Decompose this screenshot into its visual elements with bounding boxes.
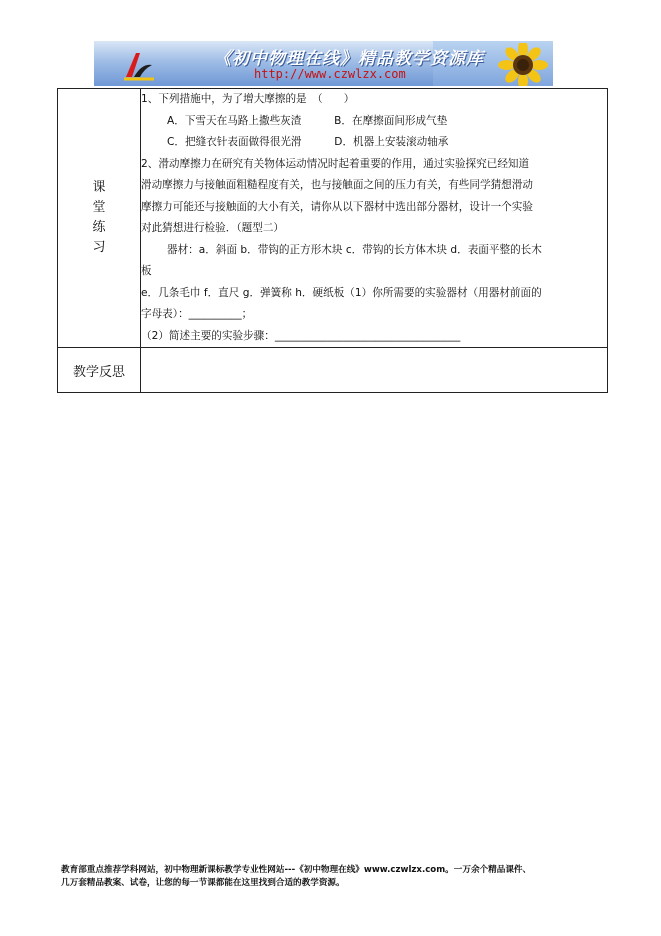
option-d: D．机器上安装滚动轴承	[334, 136, 449, 148]
option-c: C．把缝衣针表面做得很光滑	[167, 136, 302, 148]
reflection-row	[58, 348, 608, 393]
reflection-content[interactable]	[141, 348, 608, 393]
site-logo-icon	[122, 49, 156, 81]
label-char: 练	[92, 220, 106, 235]
practice-content	[141, 89, 608, 348]
sunflower-icon	[489, 43, 553, 86]
question-2-answer-blank[interactable]: 字母表）：__________；	[141, 308, 253, 320]
question-2-line: 2、滑动摩擦力在研究有关物体运动情况时起着重要的作用，通过实验探究已经知道	[141, 157, 530, 170]
option-a: A．下雪天在马路上撒些灰渣	[167, 114, 302, 127]
option-b: B．在摩擦面间形成气垫	[334, 114, 448, 127]
practice-label-cell	[58, 89, 141, 348]
question-2-line: 摩擦力可能还与接触面的大小有关，请你从以下器材中选出部分器材，设计一个实验	[141, 200, 533, 213]
question-1-options-ab	[141, 111, 607, 133]
header-banner	[94, 41, 553, 86]
question-1-options-cd	[141, 132, 607, 154]
lesson-table	[57, 88, 608, 393]
footer-line: 几万套精品教案、试卷，让您的每一节课都能在这里找到合适的教学资源。	[61, 878, 345, 888]
practice-row	[58, 89, 608, 348]
question-2-materials: 器材：a．斜面 b．带钩的正方形木块 c．带钩的长方体木块 d．表面平整的长木	[167, 243, 542, 256]
banner-title: 《初中物理在线》精品教学资源库	[214, 49, 484, 69]
footer-line: 教育部重点推荐学科网站，初中物理新课标教学专业性网站---《初中物理在线》www.czwlzx.com。一万余个精品课件、	[61, 865, 532, 875]
reflection-label: 教学反思	[58, 348, 141, 393]
question-2-line: 滑动摩擦力与接触面粗糙程度有关，也与接触面之间的压力有关，有些同学猜想滑动	[141, 179, 533, 191]
banner-url[interactable]: http://www.czwlzx.com	[254, 67, 406, 81]
question-2-line: e．几条毛巾 f．直尺 g．弹簧称 h．硬纸板（1）你所需要的实验器材（用器材前面的	[141, 286, 542, 299]
label-char: 习	[92, 240, 106, 255]
practice-label	[92, 178, 106, 258]
page-footer	[61, 864, 621, 890]
question-2-steps-blank[interactable]: （2）简述主要的实验步骤：___________________________________	[141, 329, 461, 342]
label-char: 堂	[92, 200, 106, 215]
question-2-line: 对此猜想进行检验．（题型二）	[141, 222, 285, 234]
question-1-stem: 1、下列措施中，为了增大摩擦的是 （ ）	[141, 93, 355, 105]
label-char: 课	[92, 180, 106, 195]
question-2-line: 板	[141, 265, 152, 277]
